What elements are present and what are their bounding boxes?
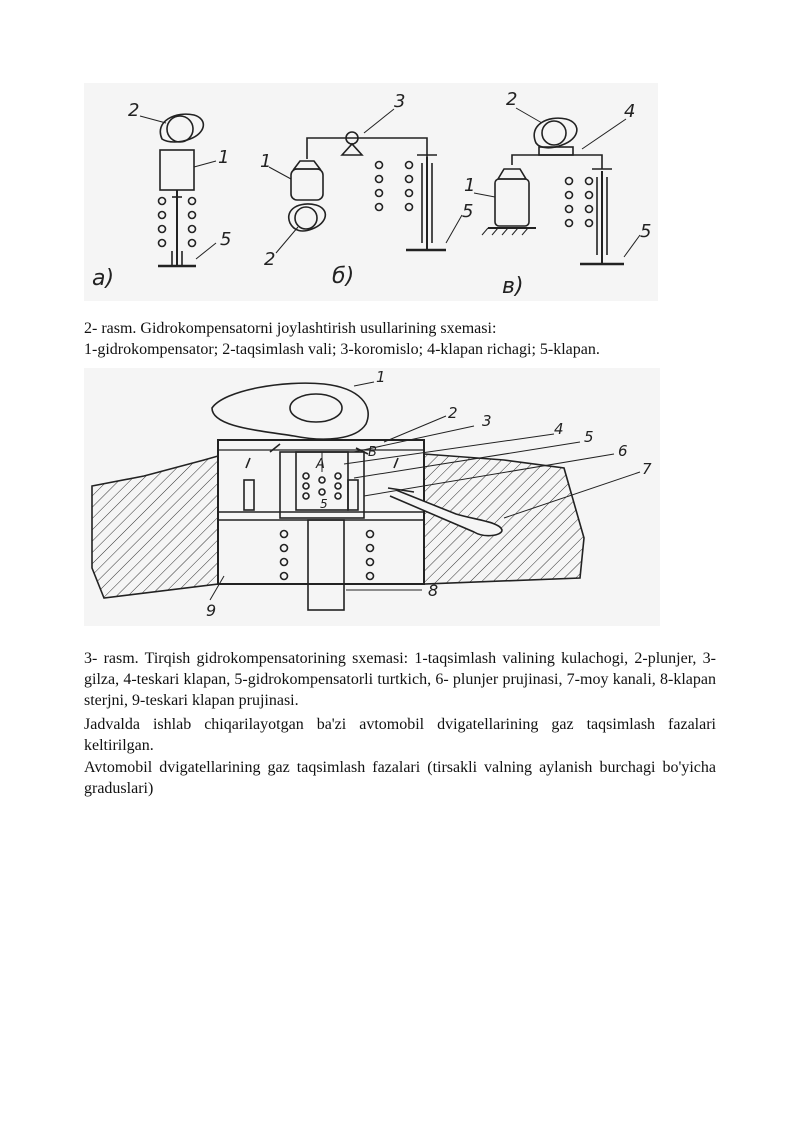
callout-b-3: 3 — [394, 91, 406, 112]
callout-b-5: 5 — [462, 201, 474, 222]
rocker-arm-b — [307, 138, 427, 159]
valve-lever-c — [512, 155, 602, 169]
figure-2-diagram — [84, 83, 658, 301]
figure-3-caption: 3- rasm. Tirqish gidrokompensatorining sxemasi: 1-taqsimlash valining kulachogi, 2-plunjer, 3-gilza, 4-teskari klapan, 5-gidrokompensatorli turtkich, 6- plunjer prujinasi, 7-moy kanali, 8-klapan sterjni, 9-teskari klapan prujinasi. — [84, 650, 716, 709]
scheme-c — [464, 89, 651, 299]
valve-spring — [281, 531, 374, 580]
callout-c-2: 2 — [506, 89, 518, 110]
camshaft — [290, 394, 342, 422]
valve-stem — [308, 520, 344, 610]
spring-c — [566, 178, 593, 227]
figure-2-caption-title: 2- rasm. Gidrokompensatorni joylashtirish usullarining sxemasi: — [84, 320, 497, 337]
callout-a-1: 1 — [218, 147, 230, 168]
panel-label-a: а) — [92, 266, 115, 291]
spring-b — [376, 162, 413, 211]
figure-3-diagram — [84, 368, 660, 626]
callout-a-2: 2 — [128, 100, 140, 121]
inner-label-a: A — [316, 457, 325, 472]
inner-label-b: B — [368, 445, 377, 460]
block-left — [92, 456, 218, 598]
callout-3-7: 7 — [642, 460, 652, 478]
compensator-a — [160, 150, 194, 190]
scheme-b — [260, 91, 476, 289]
callout-c-4: 4 — [624, 101, 636, 122]
panel-label-b: б) — [332, 264, 355, 289]
scheme-a — [92, 100, 231, 291]
camshaft-a — [167, 116, 193, 142]
compensator-c — [495, 179, 529, 226]
cam-lobe-b — [289, 204, 326, 231]
body-paragraph-2: Avtomobil dvigatellarining gaz taqsimlash fazalari (tirsakli valning aylanish burchagi bo'yicha graduslari) — [84, 759, 716, 797]
compensator-b — [291, 169, 323, 200]
camshaft-b — [295, 207, 317, 229]
figure-2-caption — [84, 318, 716, 360]
inner-label-5: 5 — [320, 497, 328, 511]
callout-3-2: 2 — [448, 404, 458, 422]
callout-b-2: 2 — [264, 249, 276, 270]
panel-label-c: в) — [502, 274, 524, 299]
figure-2-caption-legend: 1-gidrokompensator; 2-taqsimlash vali; 3-koromislo; 4-klapan richagi; 5-klapan. — [84, 341, 600, 358]
callout-3-1: 1 — [376, 368, 386, 386]
plunger-spring — [303, 473, 341, 499]
callout-a-5: 5 — [220, 229, 232, 250]
callout-c-1: 1 — [464, 175, 476, 196]
callout-c-5: 5 — [640, 221, 652, 242]
callout-3-3: 3 — [482, 412, 492, 430]
callout-b-1: 1 — [260, 151, 272, 172]
callout-3-6: 6 — [618, 442, 628, 460]
camshaft-c — [542, 121, 566, 145]
body-paragraph-1: Jadvalda ishlab chiqarilayotgan ba'zi avtomobil dvigatellarining gaz taqsimlash fazalari keltirilgan. — [84, 716, 716, 754]
callout-3-9: 9 — [206, 601, 217, 620]
callout-3-5: 5 — [584, 428, 594, 446]
callout-3-4: 4 — [554, 420, 564, 438]
callout-3-8: 8 — [428, 581, 439, 600]
